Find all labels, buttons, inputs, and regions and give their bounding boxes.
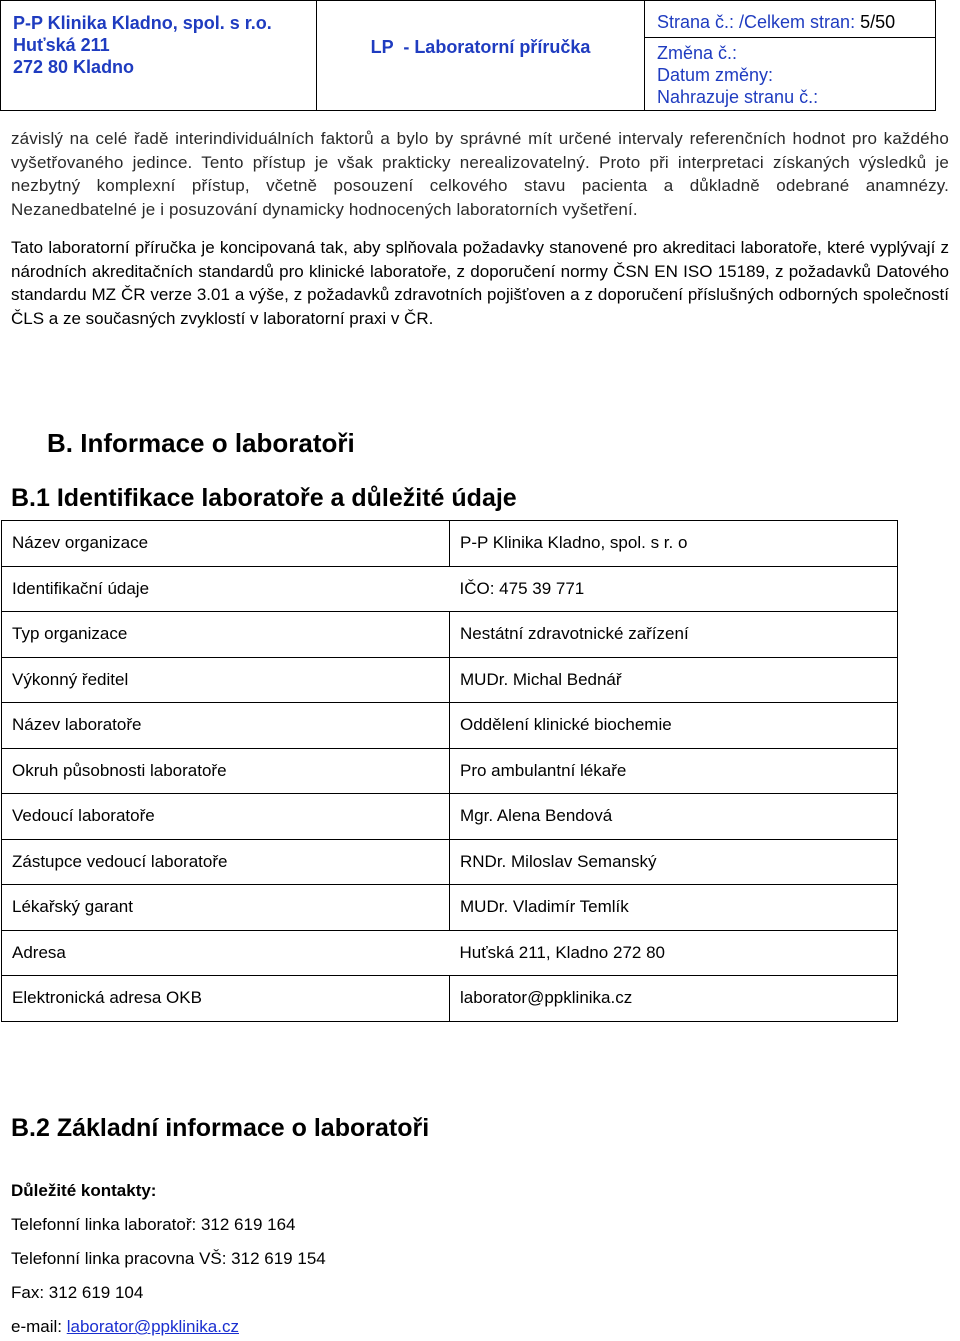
row-value: MUDr. Vladimír Temlík [450, 885, 898, 931]
row-label: Lékařský garant [2, 885, 450, 931]
contacts-heading: Důležité kontakty: [11, 1181, 157, 1200]
intro-paragraph-1: závislý na celé řadě interindividuálních faktorů a bylo by správné mít určené intervaly referenčních hodnot pro každého vyšetřovaného jedince. Tento přístup je však prakticky nerealizovatelný. Proto při interpretaci získaných výsledků je nezbytný komplexní přístup, včetně posouzení celkového stavu pacienta a důkladně odebrané anamnézy. Nezanedbatelné je i posuzování dynamicky hodnocených laboratorních vyšetření. [11, 129, 949, 219]
row-label: Adresa [2, 930, 450, 976]
intro-paragraph-2: Tato laboratorní příručka je koncipovaná tak, aby splňovala požadavky stanovené pro akreditaci laboratoře, které vyplývají z národních akreditačních standardů pro klinické laboratoře, z doporučení normy ČSN EN ISO 15189, z požadavků Datového standardu MZ ČR verze 3.01 a výše, z požadavků zdravotních pojišťoven a z doporučení příslušných odborných společností ČLS a ze současných zvyklostí v laboratorní praxi v ČR. [11, 238, 949, 328]
row-value: Oddělení klinické biochemie [450, 703, 898, 749]
company-name: P-P Klinika Kladno, spol. s r.o. [13, 13, 272, 33]
row-value: RNDr. Miloslav Semanský [450, 839, 898, 885]
table-row [2, 885, 898, 931]
table-row [2, 930, 898, 976]
row-label: Vedoucí laboratoře [2, 794, 450, 840]
row-value: Huťská 211, Kladno 272 80 [450, 930, 898, 976]
row-label: Výkonný ředitel [2, 657, 450, 703]
row-value: laborator@ppklinika.cz [450, 976, 898, 1022]
row-label: Zástupce vedoucí laboratoře [2, 839, 450, 885]
table-row [2, 839, 898, 885]
row-label: Okruh působnosti laboratoře [2, 748, 450, 794]
date-label: Datum změny: [657, 65, 774, 85]
table-row [2, 657, 898, 703]
company-block [1, 1, 317, 110]
row-label: Název laboratoře [2, 703, 450, 749]
change-label: Změna č.: [657, 43, 738, 63]
replaces-label: Nahrazuje stranu č.: [657, 87, 819, 107]
row-value: Pro ambulantní lékaře [450, 748, 898, 794]
section-b2-heading: B.2 Základní informace o laboratoři [11, 1114, 430, 1142]
page-label: Strana č.: /Celkem stran: [657, 12, 856, 32]
row-value: P-P Klinika Kladno, spol. s r. o [450, 521, 898, 567]
page-counter [645, 1, 935, 38]
page-number: 5/50 [860, 12, 896, 32]
table-row [2, 521, 898, 567]
contact-email [11, 1317, 239, 1337]
row-label: Typ organizace [2, 612, 450, 658]
doc-title: LP - Laboratorní příručka [370, 37, 591, 57]
table-row [2, 703, 898, 749]
row-value: Mgr. Alena Bendová [450, 794, 898, 840]
table-row [2, 748, 898, 794]
row-value: Nestátní zdravotnické zařízení [450, 612, 898, 658]
row-value: MUDr. Michal Bednář [450, 657, 898, 703]
company-city: 272 80 Kladno [13, 57, 135, 77]
table-row [2, 794, 898, 840]
row-label: Elektronická adresa OKB [2, 976, 450, 1022]
email-label: e-mail: [11, 1317, 67, 1336]
doc-title-block [317, 1, 645, 110]
contact-phone-lab: Telefonní linka laboratoř: 312 619 164 [11, 1215, 296, 1234]
table-row [2, 612, 898, 658]
document-header [0, 0, 936, 111]
table-row [2, 976, 898, 1022]
table-row [2, 566, 898, 612]
contact-phone-office: Telefonní linka pracovna VŠ: 312 619 154 [11, 1249, 326, 1268]
row-label: Identifikační údaje [2, 566, 450, 612]
row-value: IČO: 475 39 771 [450, 566, 898, 612]
page-info-block [645, 1, 935, 110]
contact-fax: Fax: 312 619 104 [11, 1283, 144, 1302]
section-b-heading: B. Informace o laboratoři [47, 428, 355, 458]
email-link[interactable]: laborator@ppklinika.cz [66, 1317, 239, 1336]
company-street: Huťská 211 [13, 35, 110, 55]
row-label: Název organizace [2, 521, 450, 567]
lab-identification-table [1, 520, 898, 1022]
section-b1-heading: B.1 Identifikace laboratoře a důležité údaje [11, 484, 517, 512]
